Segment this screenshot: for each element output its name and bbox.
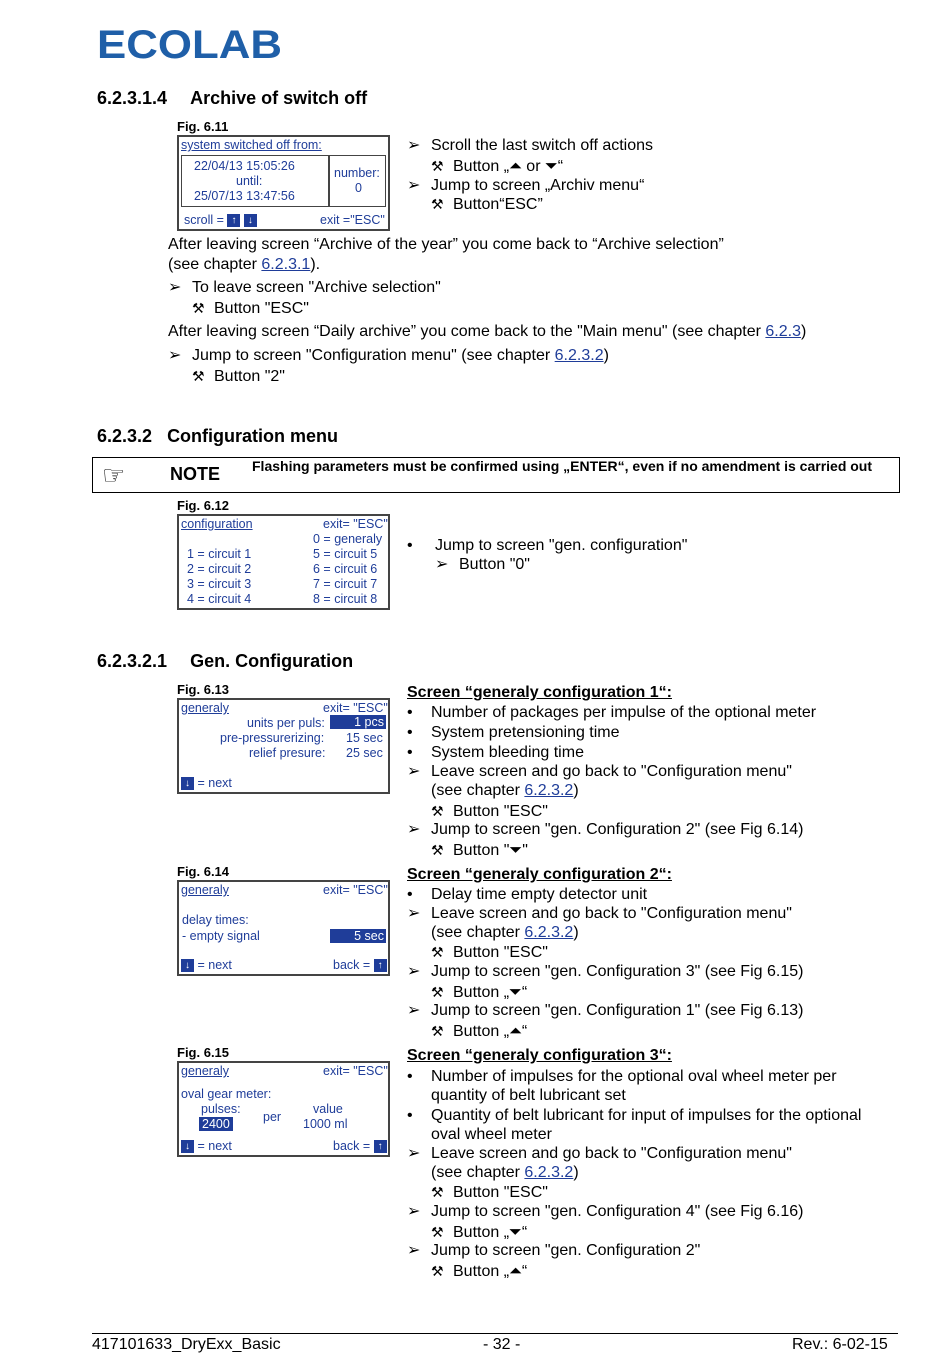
chapter-link[interactable]: 6.2.3.1 <box>261 256 311 273</box>
instruction: ➢ Scroll the last switch off actions <box>407 137 654 154</box>
button-line: ⚒ Button "ESC" <box>431 944 548 961</box>
paragraph: (see chapter 6.2.3.1). <box>168 256 321 273</box>
lcd-number-value: 0 <box>355 181 362 195</box>
figure-label: Fig. 6.11 <box>177 119 229 134</box>
note-label: NOTE <box>170 464 221 484</box>
instruction: ➢ Jump to screen "gen. Configuration 2" <box>407 1242 701 1259</box>
instruction: ➢ Jump to screen "gen. Configuration 1" (see Fig 6.13) <box>407 1002 804 1019</box>
section-number: 6.2.3.2 <box>97 426 153 446</box>
lcd-title: generaly <box>181 701 229 715</box>
button-line: ⚒ Button „⏶“ <box>431 1023 528 1040</box>
lcd-menu-item: 4 = circuit 4 <box>187 592 252 606</box>
chapter-link[interactable]: 6.2.3.2 <box>524 782 574 799</box>
arrow-bullet-icon: ➢ <box>407 821 421 838</box>
section-number: 6.2.3.2.1 <box>97 651 168 671</box>
arrow-down-key-icon: ↓ <box>181 1140 194 1153</box>
lcd-param-label: pulses: <box>201 1102 241 1116</box>
tool-icon: ⚒ <box>431 1224 444 1240</box>
arrow-bullet-icon: ➢ <box>435 556 449 573</box>
bullet-item: • Number of impulses for the optional oval wheel meter per <box>407 1068 837 1085</box>
instruction: ➢ Jump to screen „Archiv menu“ <box>407 177 645 194</box>
bullet-item-continued: oval wheel meter <box>431 1126 552 1143</box>
footer-doc-id: 417101633_DryExx_Basic <box>92 1336 281 1353</box>
bullet-item-continued: quantity of belt lubricant set <box>431 1087 626 1104</box>
arrow-down-key-icon: ↓ <box>181 959 194 972</box>
arrow-bullet-icon: ➢ <box>168 279 182 296</box>
lcd-title: generaly <box>181 1064 229 1078</box>
button-line: ⚒ Button "ESC" <box>431 1184 548 1201</box>
triangle-down-icon: ⏷ <box>544 158 558 175</box>
paragraph: After leaving screen “Archive of the year” you come back to “Archive selection” <box>168 236 724 253</box>
lcd-param-value-selected: 5 sec <box>330 929 386 943</box>
lcd-param-label: - empty signal <box>182 929 260 943</box>
button-line: ⚒ Button „⏷“ <box>431 1224 528 1241</box>
lcd-scroll: scroll = ↑ ↓ <box>184 213 257 227</box>
tool-icon: ⚒ <box>431 158 444 174</box>
note-text: Flashing parameters must be confirmed using „ENTER“, even if no amendment is carried out <box>252 458 873 474</box>
arrow-bullet-icon: ➢ <box>407 177 421 194</box>
instruction: ➢ Button "0" <box>435 556 530 573</box>
arrow-bullet-icon: ➢ <box>407 763 421 780</box>
tool-icon: ⚒ <box>431 842 444 858</box>
lcd-exit: exit ="ESC" <box>320 213 385 227</box>
bullet-icon: • <box>407 1068 413 1085</box>
arrow-bullet-icon: ➢ <box>407 905 421 922</box>
chapter-link[interactable]: 6.2.3.2 <box>554 347 604 364</box>
lcd-screen-configuration <box>177 514 390 610</box>
arrow-bullet-icon: ➢ <box>407 1203 421 1220</box>
triangle-up-icon: ⏶ <box>509 1263 522 1280</box>
lcd-menu-item: 0 = generaly <box>313 532 383 546</box>
lcd-param-label: units per puls: <box>247 716 325 730</box>
button-line: ⚒ Button“ESC” <box>431 196 543 213</box>
tool-icon: ⚒ <box>431 196 444 212</box>
instruction: ➢ To leave screen "Archive selection" <box>168 279 441 296</box>
lcd-param-value: 1000 ml <box>303 1117 348 1131</box>
bullet-icon: • <box>407 744 413 761</box>
lcd-param-value-selected: 1 pcs <box>330 715 386 729</box>
arrow-bullet-icon: ➢ <box>168 347 182 364</box>
button-line: ⚒ Button "2" <box>192 368 285 385</box>
lcd-title: generaly <box>181 883 229 897</box>
paragraph: (see chapter 6.2.3.2) <box>431 924 579 941</box>
footer-divider <box>92 1333 898 1334</box>
button-line: ⚒ Button „⏷“ <box>431 984 528 1001</box>
bullet-item: • Delay time empty detector unit <box>407 886 648 903</box>
bullet-item: • System pretensioning time <box>407 724 620 741</box>
paragraph: (see chapter 6.2.3.2) <box>431 782 579 799</box>
tool-icon: ⚒ <box>431 803 444 819</box>
lcd-param-label: oval gear meter: <box>181 1087 272 1101</box>
arrow-down-key-icon: ↓ <box>244 214 257 227</box>
screen-heading: Screen “generaly configuration 2“: <box>407 866 672 883</box>
tool-icon: ⚒ <box>431 1023 444 1039</box>
chapter-link[interactable]: 6.2.3 <box>765 323 801 340</box>
arrow-up-key-icon: ↑ <box>374 959 387 972</box>
pointing-hand-icon: ☞ <box>102 460 126 490</box>
arrow-bullet-icon: ➢ <box>407 137 421 154</box>
lcd-screen-generaly-3 <box>177 1061 390 1157</box>
tool-icon: ⚒ <box>192 368 205 384</box>
instruction: ➢ Jump to screen "gen. Configuration 4" (see Fig 6.16) <box>407 1203 804 1220</box>
lcd-exit: exit= "ESC" <box>323 517 388 531</box>
lcd-per: per <box>263 1110 282 1124</box>
figure-label: Fig. 6.12 <box>177 498 230 513</box>
figure-label: Fig. 6.14 <box>177 864 230 879</box>
paragraph: After leaving screen “Daily archive” you come back to the "Main menu" (see chapter 6.2.3) <box>168 323 807 340</box>
tool-icon: ⚒ <box>431 984 444 1000</box>
section-title: Configuration menu <box>167 426 339 446</box>
arrow-bullet-icon: ➢ <box>407 1145 421 1162</box>
lcd-screen-generaly-2 <box>177 880 390 976</box>
section-title: Gen. Configuration <box>190 651 354 671</box>
section-heading <box>97 426 338 447</box>
chapter-link[interactable]: 6.2.3.2 <box>524 1164 574 1181</box>
arrow-bullet-icon: ➢ <box>407 963 421 980</box>
tool-icon: ⚒ <box>431 1184 444 1200</box>
instruction: ➢ Leave screen and go back to "Configuration menu" <box>407 905 792 922</box>
paragraph: (see chapter 6.2.3.2) <box>431 1164 579 1181</box>
lcd-screen-switch-off <box>177 135 390 231</box>
bullet-icon: • <box>407 537 413 554</box>
instruction: ➢ Jump to screen "gen. Configuration 2" (see Fig 6.14) <box>407 821 804 838</box>
lcd-exit: exit= "ESC" <box>323 701 388 715</box>
lcd-menu-item: 7 = circuit 7 <box>313 577 378 591</box>
lcd-menu-item: 6 = circuit 6 <box>313 562 378 576</box>
triangle-up-icon: ⏶ <box>509 1023 522 1040</box>
bullet-icon: • <box>407 886 413 903</box>
bullet-item: • Jump to screen "gen. configuration" <box>407 537 688 554</box>
tool-icon: ⚒ <box>431 1263 444 1279</box>
lcd-menu-item: 2 = circuit 2 <box>187 562 252 576</box>
tool-icon: ⚒ <box>192 300 205 316</box>
bullet-icon: • <box>407 1107 413 1124</box>
lcd-date-until: 25/07/13 13:47:56 <box>194 189 295 203</box>
screen-heading: Screen “generaly configuration 3“: <box>407 1047 672 1064</box>
button-line: ⚒ Button „⏶ or ⏷“ <box>431 158 564 175</box>
figure-label: Fig. 6.15 <box>177 1045 230 1060</box>
screen-heading: Screen “generaly configuration 1“: <box>407 684 672 701</box>
button-line: ⚒ Button „⏶“ <box>431 1263 528 1280</box>
triangle-down-icon: ⏷ <box>509 842 523 859</box>
lcd-number-label: number: <box>334 166 380 180</box>
section-title: Archive of switch off <box>190 88 368 108</box>
lcd-title: system switched off from: <box>181 138 322 152</box>
lcd-exit: exit= "ESC" <box>323 1064 388 1078</box>
lcd-param-label: delay times: <box>182 913 249 927</box>
lcd-screen-generaly-1 <box>177 698 390 794</box>
instruction: ➢ Jump to screen "Configuration menu" (see chapter 6.2.3.2) <box>168 347 609 364</box>
lcd-next: ↓ = next <box>181 776 232 790</box>
bullet-icon: • <box>407 704 413 721</box>
lcd-param-label: value <box>313 1102 343 1116</box>
lcd-menu-item: 1 = circuit 1 <box>187 547 252 561</box>
bullet-item: • Number of packages per impulse of the optional meter <box>407 704 817 721</box>
lcd-next: ↓ = next <box>181 958 232 972</box>
bullet-icon: • <box>407 724 413 741</box>
footer-page-number: - 32 - <box>483 1336 521 1353</box>
tool-icon: ⚒ <box>431 944 444 960</box>
button-line: ⚒ Button "ESC" <box>431 803 548 820</box>
section-number: 6.2.3.1.4 <box>97 88 168 108</box>
lcd-title: configuration <box>181 517 253 531</box>
lcd-back: back = ↑ <box>333 1139 387 1153</box>
instruction: ➢ Jump to screen "gen. Configuration 3" (see Fig 6.15) <box>407 963 804 980</box>
lcd-next: ↓ = next <box>181 1139 232 1153</box>
lcd-exit: exit= "ESC" <box>323 883 388 897</box>
lcd-back: back = ↑ <box>333 958 387 972</box>
lcd-menu-item: 8 = circuit 8 <box>313 592 378 606</box>
bullet-item: • Quantity of belt lubricant for input of impulses for the optional <box>407 1107 862 1124</box>
lcd-menu-item: 5 = circuit 5 <box>313 547 378 561</box>
instruction: ➢ Leave screen and go back to "Configuration menu" <box>407 1145 792 1162</box>
arrow-bullet-icon: ➢ <box>407 1002 421 1019</box>
ecolab-logo <box>97 22 287 64</box>
section-heading <box>97 651 353 672</box>
svg-text:ECOLAB: ECOLAB <box>97 23 282 64</box>
bullet-item: • System bleeding time <box>407 744 584 761</box>
button-line: ⚒ Button "⏷" <box>431 842 528 859</box>
footer-revision: Rev.: 6-02-15 <box>792 1336 888 1353</box>
lcd-param-label: pre-pressurerizing: <box>220 731 325 745</box>
lcd-date-from: 22/04/13 15:05:26 <box>194 159 295 173</box>
arrow-up-key-icon: ↑ <box>227 214 240 227</box>
arrow-up-key-icon: ↑ <box>374 1140 387 1153</box>
lcd-menu-item: 3 = circuit 3 <box>187 577 252 591</box>
lcd-param-value: 25 sec <box>346 746 383 760</box>
lcd-param-value: 15 sec <box>346 731 383 745</box>
triangle-down-icon: ⏷ <box>509 1224 522 1241</box>
triangle-down-icon: ⏷ <box>509 984 522 1001</box>
chapter-link[interactable]: 6.2.3.2 <box>524 924 574 941</box>
lcd-until: until: <box>236 174 263 188</box>
instruction: ➢ Leave screen and go back to "Configuration menu" <box>407 763 792 780</box>
section-heading <box>97 88 367 109</box>
figure-label: Fig. 6.13 <box>177 682 230 697</box>
lcd-param-label: relief presure: <box>249 746 326 760</box>
lcd-param-value-selected: 2400 <box>199 1117 233 1131</box>
arrow-bullet-icon: ➢ <box>407 1242 421 1259</box>
arrow-down-key-icon: ↓ <box>181 777 194 790</box>
button-line: ⚒ Button "ESC" <box>192 300 309 317</box>
triangle-up-icon: ⏶ <box>509 158 522 175</box>
